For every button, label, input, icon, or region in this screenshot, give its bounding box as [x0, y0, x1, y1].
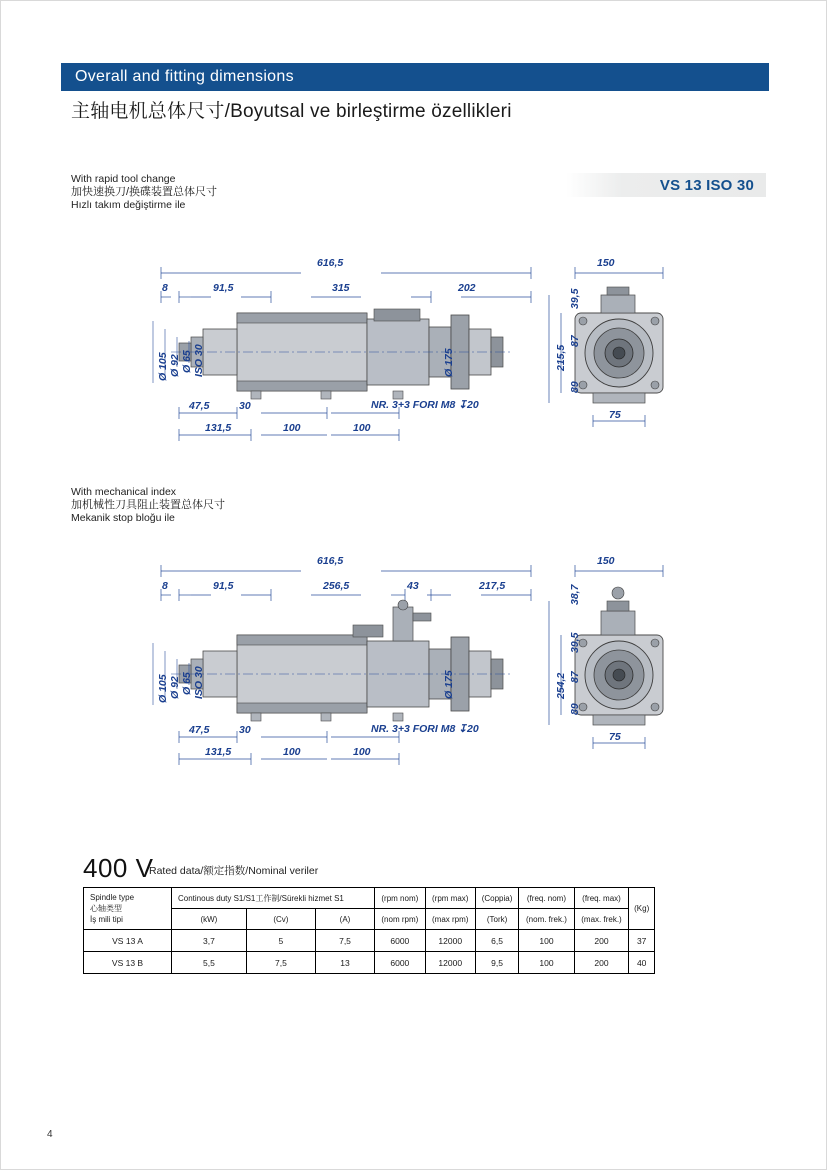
dim1-e: 47,5 [189, 400, 210, 412]
dim1-front-total: 215,5 [555, 344, 567, 371]
dim2-dia65: Ø 65 [181, 672, 193, 695]
header-freq-max-2: (max. frek.) [574, 909, 629, 930]
dim1-front-h3: 89 [569, 381, 581, 393]
dim1-c: 315 [332, 282, 350, 294]
dim1-i: 131,5 [205, 422, 232, 434]
dim2-front-h4: 89 [569, 703, 581, 715]
row0-kg: 37 [629, 930, 655, 952]
header-continuous-duty: Continous duty S1/S1工作制/Sürekli hizmet S1 [172, 888, 375, 909]
row1-rpm-nom: 6000 [375, 952, 426, 974]
dim1-a: 8 [162, 282, 168, 294]
header-torque-1: (Coppia) [475, 888, 519, 909]
dim1-b: 91,5 [213, 282, 234, 294]
dim1-iso30: ISO 30 [193, 344, 205, 377]
row0-rpm-max: 12000 [425, 930, 475, 952]
section2-caption-en: With mechanical index [71, 486, 177, 498]
header-spindle-type-cn: 心轴类型 [90, 904, 122, 913]
dim2-a: 8 [162, 580, 168, 592]
dim2-h: 100 [353, 746, 371, 758]
header-rpm-nom-2: (nom rpm) [375, 909, 426, 930]
row0-kw: 3,7 [172, 930, 247, 952]
row0-rpm-nom: 6000 [375, 930, 426, 952]
row0-freq-nom: 100 [519, 930, 574, 952]
dim2-f: 30 [239, 724, 251, 736]
header-cv: (Cv) [246, 909, 315, 930]
header-rpm-max-1: (rpm max) [425, 888, 475, 909]
dim2-dia92: Ø 92 [169, 676, 181, 699]
table-row [84, 952, 655, 974]
dim1-front-h2: 87 [569, 335, 581, 347]
dim2-g: 100 [283, 746, 301, 758]
row1-freq-max: 200 [574, 952, 629, 974]
row0-type: VS 13 A [84, 930, 172, 952]
row1-torque: 9,5 [475, 952, 519, 974]
dim1-front-h1: 39,5 [569, 288, 581, 309]
dim2-front-width: 150 [597, 555, 615, 567]
dim1-d: 202 [458, 282, 476, 294]
dim2-e: 47,5 [189, 724, 210, 736]
section1-caption-tr: Hızlı takım değiştirme ile [71, 199, 186, 211]
row0-cv: 5 [246, 930, 315, 952]
model-badge [566, 173, 766, 197]
dim2-iso30: ISO 30 [193, 666, 205, 699]
dim1-f: 30 [239, 400, 251, 412]
header-freq-nom-1: (freq. nom) [519, 888, 574, 909]
row1-a: 13 [316, 952, 375, 974]
page-title: Overall and fitting dimensions [75, 68, 294, 85]
header-spindle-type-en: Spindle type [90, 893, 135, 902]
dim2-d: 217,5 [479, 580, 506, 592]
row1-cv: 7,5 [246, 952, 315, 974]
row0-torque: 6,5 [475, 930, 519, 952]
dim1-note: NR. 3+3 FORI M8 ↧20 [371, 399, 479, 411]
dim2-front-base: 75 [609, 731, 621, 743]
page-number: 4 [47, 1129, 53, 1140]
section1-caption [71, 173, 331, 212]
row1-freq-nom: 100 [519, 952, 574, 974]
row1-type: VS 13 B [84, 952, 172, 974]
section1-caption-en: With rapid tool change [71, 173, 176, 185]
dim2-front-total: 254,2 [555, 672, 567, 699]
header-weight: (Kg) [629, 888, 655, 930]
dim2-note: NR. 3+3 FORI M8 ↧20 [371, 723, 479, 735]
dim2-front-h3: 87 [569, 671, 581, 683]
dim1-dia65: Ø 65 [181, 350, 193, 373]
header-torque-2: (Tork) [475, 909, 519, 930]
drawing-mechanical-index [131, 549, 691, 789]
dim1-h: 100 [353, 422, 371, 434]
row1-kw: 5,5 [172, 952, 247, 974]
dim1-dia105: Ø 105 [157, 352, 169, 381]
section2-caption [71, 486, 331, 525]
table-header-row-1 [84, 888, 655, 909]
header-kw: (kW) [172, 909, 247, 930]
header-amp: (A) [316, 909, 375, 930]
header-spindle-type-tr: İş mili tipi [90, 915, 123, 924]
dim2-c: 256,5 [323, 580, 350, 592]
header-rpm-nom-1: (rpm nom) [375, 888, 426, 909]
header-rpm-max-2: (max rpm) [425, 909, 475, 930]
ratings-table [83, 887, 655, 974]
dim1-total-length: 616,5 [317, 257, 344, 269]
voltage-label: 400 V [83, 853, 154, 883]
dim2-b: 91,5 [213, 580, 234, 592]
header-spindle-type [84, 888, 172, 930]
dim1-dia175: Ø 175 [443, 348, 455, 377]
dim2-dia175: Ø 175 [443, 670, 455, 699]
model-badge-label: VS 13 ISO 30 [659, 176, 754, 194]
dim1-g: 100 [283, 422, 301, 434]
dim1-front-width: 150 [597, 257, 615, 269]
dim2-dia105: Ø 105 [157, 674, 169, 703]
dim1-dia92: Ø 92 [169, 354, 181, 377]
table-row [84, 930, 655, 952]
row0-freq-max: 200 [574, 930, 629, 952]
dim2-front-h1: 38,7 [569, 584, 581, 605]
section2-caption-cn: 加机械性刀具阻止装置总体尺寸 [71, 499, 225, 511]
header-freq-max-1: (freq. max) [574, 888, 629, 909]
section-title-bar [61, 63, 769, 91]
dim1-front-base: 75 [609, 409, 621, 421]
dim2-front-h2: 39,5 [569, 632, 581, 653]
voltage-caption: Rated data/额定指数/Nominal veriler [149, 865, 319, 877]
row1-kg: 40 [629, 952, 655, 974]
section1-caption-cn: 加快速换刀/换碟装置总体尺寸 [71, 186, 218, 198]
section2-caption-tr: Mekanik stop bloğu ile [71, 512, 175, 524]
drawing-rapid-tool-change [131, 251, 691, 466]
header-freq-nom-2: (nom. frek.) [519, 909, 574, 930]
dim2-c2: 43 [407, 580, 419, 592]
dim2-i: 131,5 [205, 746, 232, 758]
row0-a: 7,5 [316, 930, 375, 952]
row1-rpm-max: 12000 [425, 952, 475, 974]
page-subtitle: 主轴电机总体尺寸/Boyutsal ve birleştirme özellikleri [71, 101, 512, 122]
dim2-total-length: 616,5 [317, 555, 344, 567]
